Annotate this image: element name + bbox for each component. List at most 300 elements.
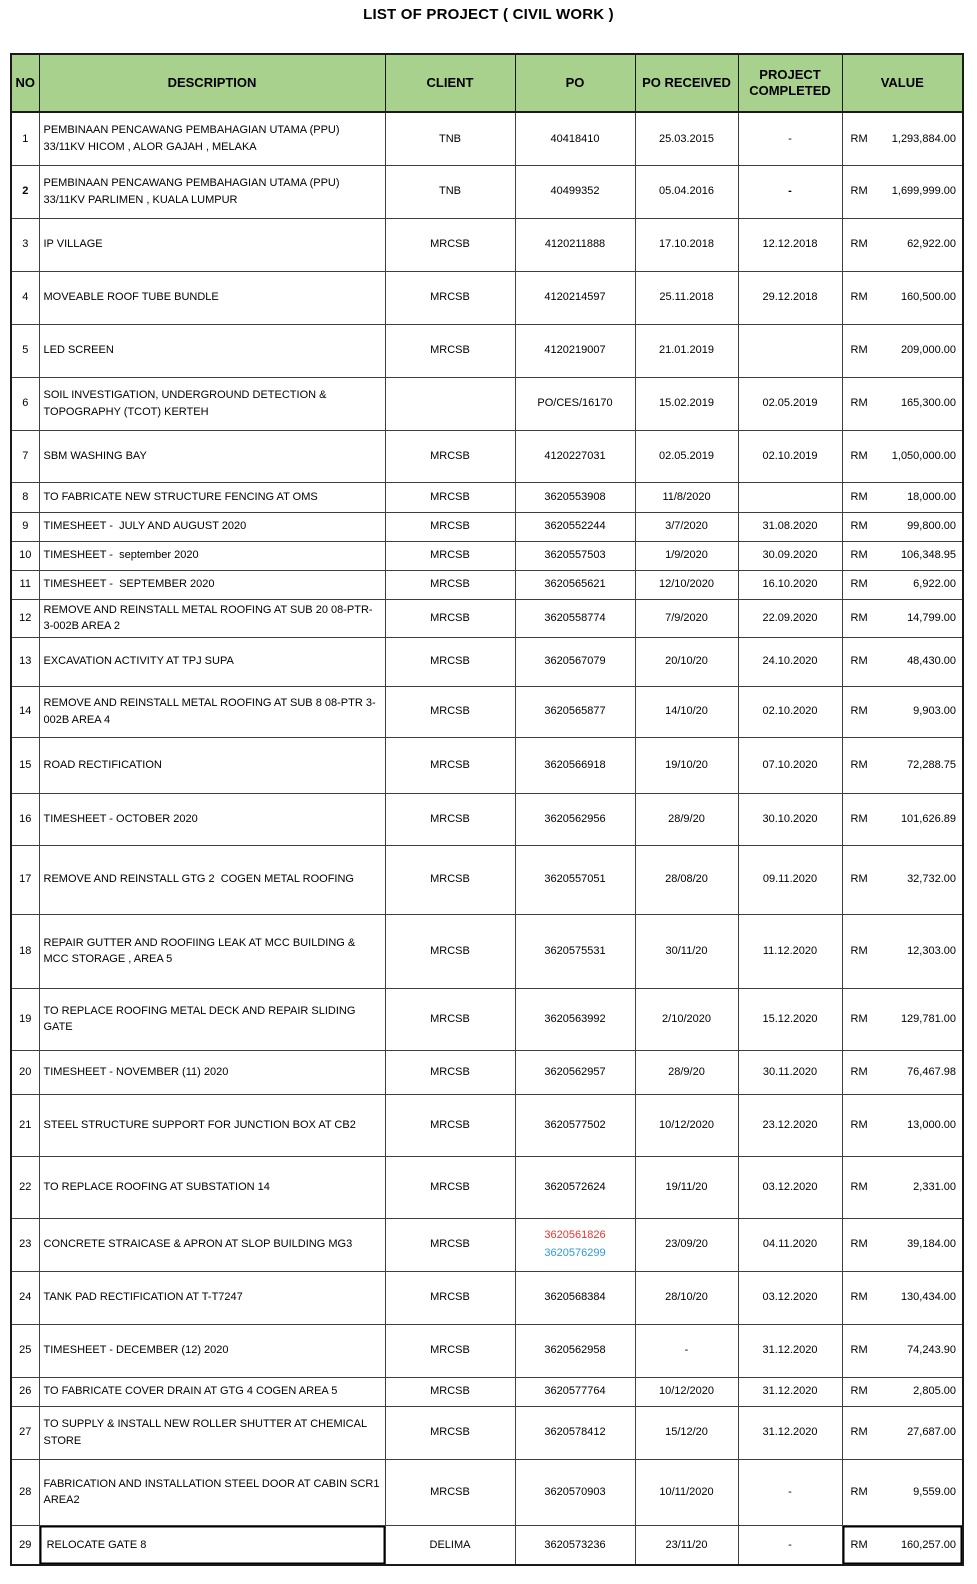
cell-po-received: - — [635, 1324, 738, 1377]
cell-client: MRCSB — [385, 1377, 515, 1406]
cell-po-received: 30/11/20 — [635, 914, 738, 988]
cell-client: MRCSB — [385, 1094, 515, 1156]
cell-project-completed: 02.05.2019 — [738, 377, 842, 430]
cell-value — [842, 1377, 963, 1406]
value-wrap — [843, 448, 963, 465]
currency-label: RM — [850, 1065, 868, 1078]
currency-label: RM — [850, 549, 868, 562]
cell-value — [842, 570, 963, 599]
cell-po: 3620553908 — [515, 482, 635, 512]
cell-no: 16 — [11, 793, 39, 845]
cell-po-received: 23/11/20 — [635, 1525, 738, 1565]
value-amount: 32,732.00 — [907, 873, 956, 886]
cell-description: MOVEABLE ROOF TUBE BUNDLE — [39, 271, 385, 324]
currency-label: RM — [850, 944, 868, 957]
cell-po: 40418410 — [515, 112, 635, 165]
table-body — [11, 112, 963, 1565]
value-wrap — [843, 1537, 963, 1554]
cell-value — [842, 377, 963, 430]
value-wrap — [843, 1289, 963, 1306]
cell-project-completed: 30.10.2020 — [738, 793, 842, 845]
cell-project-completed: 31.08.2020 — [738, 512, 842, 541]
value-wrap — [843, 1484, 963, 1501]
cell-no: 8 — [11, 482, 39, 512]
cell-po-received: 19/10/20 — [635, 737, 738, 793]
value-amount: 13,000.00 — [907, 1118, 956, 1131]
cell-description: TANK PAD RECTIFICATION AT T-T7247 — [39, 1271, 385, 1324]
cell-client: MRCSB — [385, 430, 515, 482]
value-wrap — [843, 757, 963, 774]
currency-label: RM — [850, 520, 868, 533]
table-row — [11, 1459, 963, 1525]
currency-label: RM — [850, 1180, 868, 1193]
cell-project-completed: 31.12.2020 — [738, 1406, 842, 1459]
cell-po: 3620565877 — [515, 686, 635, 737]
value-amount: 160,500.00 — [900, 291, 956, 304]
cell-no: 12 — [11, 599, 39, 637]
cell-client: MRCSB — [385, 1156, 515, 1218]
cell-client: MRCSB — [385, 324, 515, 377]
cell-po-received: 12/10/2020 — [635, 570, 738, 599]
cell-description: EXCAVATION ACTIVITY AT TPJ SUPA — [39, 637, 385, 686]
cell-po: 40499352 — [515, 165, 635, 218]
cell-po-received: 25.03.2015 — [635, 112, 738, 165]
table-row — [11, 112, 963, 165]
value-wrap — [843, 1236, 963, 1253]
cell-project-completed: 15.12.2020 — [738, 988, 842, 1050]
value-wrap — [843, 1424, 963, 1441]
column-header-no: NO — [11, 54, 39, 112]
table-row — [11, 1525, 963, 1565]
project-table — [10, 53, 964, 1566]
value-wrap — [843, 811, 963, 828]
currency-label: RM — [850, 490, 868, 503]
cell-no: 23 — [11, 1218, 39, 1271]
page-title: LIST OF PROJECT ( CIVIL WORK ) — [363, 6, 614, 23]
cell-po-received: 3/7/2020 — [635, 512, 738, 541]
cell-po-received: 11/8/2020 — [635, 482, 738, 512]
value-amount: 9,559.00 — [913, 1485, 956, 1498]
cell-po-received: 19/11/20 — [635, 1156, 738, 1218]
cell-client: MRCSB — [385, 1459, 515, 1525]
table-row — [11, 1156, 963, 1218]
value-amount: 27,687.00 — [907, 1426, 956, 1439]
cell-po: 3620577764 — [515, 1377, 635, 1406]
value-wrap — [843, 1064, 963, 1081]
cell-project-completed: - — [738, 165, 842, 218]
currency-label: RM — [850, 873, 868, 886]
cell-no: 29 — [11, 1525, 39, 1565]
cell-po-received: 15/12/20 — [635, 1406, 738, 1459]
cell-no: 2 — [11, 165, 39, 218]
cell-po: PO/CES/16170 — [515, 377, 635, 430]
table-row — [11, 1050, 963, 1094]
currency-label: RM — [850, 449, 868, 462]
cell-description: REMOVE AND REINSTALL GTG 2 COGEN METAL ROOFING — [39, 845, 385, 914]
currency-label: RM — [850, 1485, 868, 1498]
currency-label: RM — [850, 132, 868, 145]
value-amount: 129,781.00 — [900, 1012, 956, 1025]
cell-no: 18 — [11, 914, 39, 988]
value-wrap — [843, 489, 963, 506]
cell-value — [842, 686, 963, 737]
table-row — [11, 271, 963, 324]
cell-value — [842, 988, 963, 1050]
cell-value — [842, 324, 963, 377]
currency-label: RM — [850, 1118, 868, 1131]
cell-value — [842, 271, 963, 324]
cell-project-completed: - — [738, 112, 842, 165]
cell-project-completed: 11.12.2020 — [738, 914, 842, 988]
value-wrap — [843, 703, 963, 720]
value-wrap — [843, 342, 963, 359]
cell-no: 26 — [11, 1377, 39, 1406]
value-wrap — [843, 610, 963, 627]
cell-po-received: 15.02.2019 — [635, 377, 738, 430]
table-row — [11, 430, 963, 482]
currency-label: RM — [850, 1538, 868, 1551]
cell-no: 5 — [11, 324, 39, 377]
cell-value — [842, 793, 963, 845]
cell-no: 27 — [11, 1406, 39, 1459]
cell-description: PEMBINAAN PENCAWANG PEMBAHAGIAN UTAMA (PPU) 33/11KV HICOM , ALOR GAJAH , MELAKA — [39, 112, 385, 165]
value-amount: 1,050,000.00 — [891, 449, 956, 462]
value-wrap — [843, 1179, 963, 1196]
table-row — [11, 218, 963, 271]
value-amount: 14,799.00 — [907, 611, 956, 624]
cell-value — [842, 1156, 963, 1218]
po-number-colored: 3620561826 — [544, 1229, 606, 1242]
currency-label: RM — [850, 344, 868, 357]
table-row — [11, 1406, 963, 1459]
cell-po-received: 05.04.2016 — [635, 165, 738, 218]
value-amount: 99,800.00 — [907, 520, 956, 533]
currency-label: RM — [850, 705, 868, 718]
currency-label: RM — [850, 1426, 868, 1439]
cell-po: 3620573236 — [515, 1525, 635, 1565]
column-header-po-received: PO RECEIVED — [635, 54, 738, 112]
cell-description: TIMESHEET - JULY AND AUGUST 2020 — [39, 512, 385, 541]
cell-description: TIMESHEET - OCTOBER 2020 — [39, 793, 385, 845]
value-wrap — [843, 1117, 963, 1134]
cell-project-completed: 31.12.2020 — [738, 1377, 842, 1406]
cell-po: 4120219007 — [515, 324, 635, 377]
cell-description: REPAIR GUTTER AND ROOFIING LEAK AT MCC BUILDING & MCC STORAGE , AREA 5 — [39, 914, 385, 988]
cell-description: CONCRETE STRAICASE & APRON AT SLOP BUILDING MG3 — [39, 1218, 385, 1271]
cell-po-received: 10/12/2020 — [635, 1377, 738, 1406]
column-header-client: CLIENT — [385, 54, 515, 112]
cell-description: TO FABRICATE COVER DRAIN AT GTG 4 COGEN AREA 5 — [39, 1377, 385, 1406]
cell-value — [842, 1459, 963, 1525]
value-amount: 9,903.00 — [913, 705, 956, 718]
value-amount: 76,467.98 — [907, 1065, 956, 1078]
cell-no: 11 — [11, 570, 39, 599]
cell-project-completed: 30.09.2020 — [738, 541, 842, 570]
cell-po: 3620565621 — [515, 570, 635, 599]
cell-value — [842, 914, 963, 988]
cell-po-received: 28/9/20 — [635, 1050, 738, 1094]
cell-no: 28 — [11, 1459, 39, 1525]
cell-value — [842, 165, 963, 218]
cell-po-received: 28/08/20 — [635, 845, 738, 914]
cell-project-completed: 07.10.2020 — [738, 737, 842, 793]
cell-project-completed: 31.12.2020 — [738, 1324, 842, 1377]
table-row — [11, 845, 963, 914]
cell-po: 3620566918 — [515, 737, 635, 793]
column-header-po: PO — [515, 54, 635, 112]
cell-description: TIMESHEET - SEPTEMBER 2020 — [39, 570, 385, 599]
cell-client: MRCSB — [385, 737, 515, 793]
cell-client: MRCSB — [385, 988, 515, 1050]
value-wrap — [843, 1383, 963, 1400]
cell-project-completed: 29.12.2018 — [738, 271, 842, 324]
cell-description: LED SCREEN — [39, 324, 385, 377]
cell-no: 19 — [11, 988, 39, 1050]
cell-client: MRCSB — [385, 482, 515, 512]
cell-client: MRCSB — [385, 570, 515, 599]
cell-no: 13 — [11, 637, 39, 686]
table-row — [11, 1218, 963, 1271]
cell-po: 3620575531 — [515, 914, 635, 988]
cell-description: TIMESHEET - september 2020 — [39, 541, 385, 570]
cell-po-received: 1/9/2020 — [635, 541, 738, 570]
cell-project-completed: 03.12.2020 — [738, 1156, 842, 1218]
table-row — [11, 1324, 963, 1377]
table-row — [11, 599, 963, 637]
cell-po: 3620562958 — [515, 1324, 635, 1377]
cell-po: 3620557051 — [515, 845, 635, 914]
cell-po: 3620558774 — [515, 599, 635, 637]
cell-description: RELOCATE GATE 8 — [39, 1525, 385, 1565]
cell-project-completed: 30.11.2020 — [738, 1050, 842, 1094]
table-header — [11, 54, 963, 112]
cell-value — [842, 512, 963, 541]
table-row — [11, 324, 963, 377]
cell-client: MRCSB — [385, 637, 515, 686]
table-row — [11, 377, 963, 430]
cell-client: MRCSB — [385, 1271, 515, 1324]
cell-value — [842, 430, 963, 482]
value-wrap — [843, 236, 963, 253]
cell-client: TNB — [385, 112, 515, 165]
cell-client: MRCSB — [385, 793, 515, 845]
table-row — [11, 165, 963, 218]
column-header-description: DESCRIPTION — [39, 54, 385, 112]
cell-value — [842, 218, 963, 271]
cell-po-received: 28/10/20 — [635, 1271, 738, 1324]
cell-client: MRCSB — [385, 1218, 515, 1271]
cell-project-completed: 23.12.2020 — [738, 1094, 842, 1156]
cell-client: MRCSB — [385, 1406, 515, 1459]
cell-no: 10 — [11, 541, 39, 570]
cell-client: MRCSB — [385, 218, 515, 271]
cell-client: MRCSB — [385, 914, 515, 988]
cell-no: 9 — [11, 512, 39, 541]
cell-po: 3620572624 — [515, 1156, 635, 1218]
column-header-value: VALUE — [842, 54, 963, 112]
value-amount: 62,922.00 — [907, 238, 956, 251]
cell-client: MRCSB — [385, 1050, 515, 1094]
cell-description: REMOVE AND REINSTALL METAL ROOFING AT SUB 8 08-PTR 3-002B AREA 4 — [39, 686, 385, 737]
table-row — [11, 793, 963, 845]
currency-label: RM — [850, 655, 868, 668]
value-wrap — [843, 547, 963, 564]
currency-label: RM — [850, 758, 868, 771]
cell-no: 21 — [11, 1094, 39, 1156]
cell-description: TO FABRICATE NEW STRUCTURE FENCING AT OMS — [39, 482, 385, 512]
value-amount: 18,000.00 — [907, 490, 956, 503]
cell-project-completed — [738, 482, 842, 512]
cell-description: STEEL STRUCTURE SUPPORT FOR JUNCTION BOX AT CB2 — [39, 1094, 385, 1156]
currency-label: RM — [850, 578, 868, 591]
cell-no: 15 — [11, 737, 39, 793]
cell-no: 25 — [11, 1324, 39, 1377]
cell-value — [842, 1050, 963, 1094]
cell-no: 17 — [11, 845, 39, 914]
cell-project-completed — [738, 324, 842, 377]
cell-value — [842, 482, 963, 512]
cell-po-received: 23/09/20 — [635, 1218, 738, 1271]
cell-project-completed: 16.10.2020 — [738, 570, 842, 599]
value-wrap — [843, 943, 963, 960]
cell-description: FABRICATION AND INSTALLATION STEEL DOOR AT CABIN SCR1 AREA2 — [39, 1459, 385, 1525]
value-amount: 165,300.00 — [900, 397, 956, 410]
cell-client — [385, 377, 515, 430]
value-amount: 160,257.00 — [900, 1538, 956, 1551]
cell-po-received: 7/9/2020 — [635, 599, 738, 637]
cell-client: MRCSB — [385, 1324, 515, 1377]
currency-label: RM — [850, 238, 868, 251]
column-header-project-completed: PROJECT COMPLETED — [738, 54, 842, 112]
cell-project-completed: 22.09.2020 — [738, 599, 842, 637]
cell-po: 4120214597 — [515, 271, 635, 324]
cell-po: 3620578412 — [515, 1406, 635, 1459]
value-amount: 1,293,884.00 — [891, 132, 956, 145]
currency-label: RM — [850, 1344, 868, 1357]
cell-po-received: 28/9/20 — [635, 793, 738, 845]
cell-no: 4 — [11, 271, 39, 324]
cell-description: IP VILLAGE — [39, 218, 385, 271]
cell-po-received: 17.10.2018 — [635, 218, 738, 271]
cell-description: SBM WASHING BAY — [39, 430, 385, 482]
cell-po: 3620562956 — [515, 793, 635, 845]
currency-label: RM — [850, 185, 868, 198]
cell-no: 14 — [11, 686, 39, 737]
cell-project-completed: 09.11.2020 — [738, 845, 842, 914]
cell-po — [515, 1218, 635, 1271]
value-amount: 1,699,999.00 — [891, 185, 956, 198]
currency-label: RM — [850, 1238, 868, 1251]
cell-po-received: 25.11.2018 — [635, 271, 738, 324]
cell-client: MRCSB — [385, 599, 515, 637]
value-amount: 209,000.00 — [900, 344, 956, 357]
table-row — [11, 570, 963, 599]
cell-description: TO SUPPLY & INSTALL NEW ROLLER SHUTTER AT CHEMICAL STORE — [39, 1406, 385, 1459]
cell-client: MRCSB — [385, 845, 515, 914]
table-row — [11, 482, 963, 512]
value-wrap — [843, 131, 963, 148]
cell-project-completed: 24.10.2020 — [738, 637, 842, 686]
cell-po: 4120227031 — [515, 430, 635, 482]
cell-description: SOIL INVESTIGATION, UNDERGROUND DETECTION & TOPOGRAPHY (TCOT) KERTEH — [39, 377, 385, 430]
currency-label: RM — [850, 812, 868, 825]
cell-project-completed: 02.10.2019 — [738, 430, 842, 482]
cell-description: TIMESHEET - DECEMBER (12) 2020 — [39, 1324, 385, 1377]
cell-po-received: 14/10/20 — [635, 686, 738, 737]
cell-project-completed: - — [738, 1525, 842, 1565]
value-wrap — [843, 653, 963, 670]
cell-project-completed: 02.10.2020 — [738, 686, 842, 737]
value-amount: 101,626.89 — [900, 812, 956, 825]
currency-label: RM — [850, 291, 868, 304]
cell-po: 3620557503 — [515, 541, 635, 570]
table-row — [11, 512, 963, 541]
table-row — [11, 1094, 963, 1156]
value-amount: 6,922.00 — [913, 578, 956, 591]
table-row — [11, 637, 963, 686]
currency-label: RM — [850, 1385, 868, 1398]
cell-po-received: 20/10/20 — [635, 637, 738, 686]
table-row — [11, 686, 963, 737]
cell-description: ROAD RECTIFICATION — [39, 737, 385, 793]
cell-value — [842, 599, 963, 637]
cell-no: 22 — [11, 1156, 39, 1218]
value-wrap — [843, 576, 963, 593]
cell-value — [842, 112, 963, 165]
cell-value — [842, 1525, 963, 1565]
cell-client: TNB — [385, 165, 515, 218]
table-row — [11, 737, 963, 793]
cell-no: 24 — [11, 1271, 39, 1324]
value-wrap — [843, 518, 963, 535]
currency-label: RM — [850, 1012, 868, 1025]
cell-value — [842, 1324, 963, 1377]
currency-label: RM — [850, 611, 868, 624]
cell-po: 3620567079 — [515, 637, 635, 686]
value-wrap — [843, 395, 963, 412]
currency-label: RM — [850, 397, 868, 410]
currency-label: RM — [850, 1291, 868, 1304]
cell-no: 3 — [11, 218, 39, 271]
cell-value — [842, 541, 963, 570]
value-amount: 39,184.00 — [907, 1238, 956, 1251]
cell-description: TO REPLACE ROOFING AT SUBSTATION 14 — [39, 1156, 385, 1218]
cell-project-completed: 03.12.2020 — [738, 1271, 842, 1324]
cell-project-completed: 04.11.2020 — [738, 1218, 842, 1271]
table-row — [11, 988, 963, 1050]
cell-client: MRCSB — [385, 271, 515, 324]
cell-no: 1 — [11, 112, 39, 165]
cell-po-received: 2/10/2020 — [635, 988, 738, 1050]
cell-project-completed: - — [738, 1459, 842, 1525]
value-amount: 72,288.75 — [907, 758, 956, 771]
value-amount: 2,331.00 — [913, 1180, 956, 1193]
value-amount: 106,348.95 — [900, 549, 956, 562]
cell-no: 6 — [11, 377, 39, 430]
cell-client: MRCSB — [385, 512, 515, 541]
cell-description: REMOVE AND REINSTALL METAL ROOFING AT SUB 20 08-PTR-3-002B AREA 2 — [39, 599, 385, 637]
cell-po: 3620570903 — [515, 1459, 635, 1525]
cell-po-received: 10/12/2020 — [635, 1094, 738, 1156]
value-amount: 2,805.00 — [913, 1385, 956, 1398]
cell-po-received: 02.05.2019 — [635, 430, 738, 482]
cell-po: 3620552244 — [515, 512, 635, 541]
table-row — [11, 1377, 963, 1406]
cell-client: DELIMA — [385, 1525, 515, 1565]
cell-no: 20 — [11, 1050, 39, 1094]
cell-description: TIMESHEET - NOVEMBER (11) 2020 — [39, 1050, 385, 1094]
cell-value — [842, 1094, 963, 1156]
